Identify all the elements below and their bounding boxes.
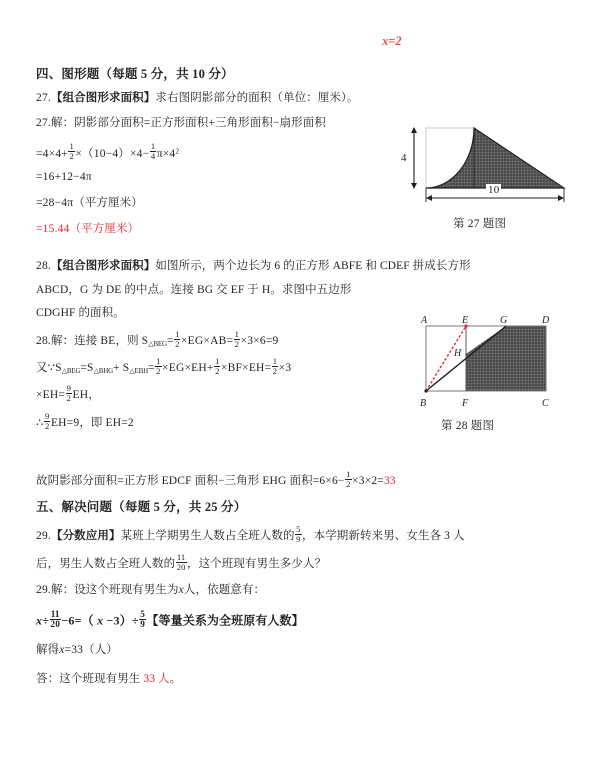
q27-solution-number: 27. [36,117,51,129]
q28-prompt-text-1: 如图所示，两个边长为 6 的正方形 ABFE 和 CDEF 拼成长方形 [155,260,471,272]
svg-text:G: G [500,315,508,326]
q29-prompt-text-1a: 某班上学期男生人数占全班人数的 [120,530,295,543]
q27-step-1: 阴影部分面积=正方形面积+三角形面积−扇形面积 [74,117,326,129]
q27-solution-label: 解： [50,117,75,129]
fraction-eleven-twentieths [50,610,61,630]
fraction-nine-halves: $\frac{9}{2}$ [45,410,50,431]
q28-step-1: 28.解：连接 BE，则 $S_{\triangle BEG}=$ $\frac{1}{2}$ ×EG×AB= $\frac{1}{2}$ ×3×6=9 [36,328,279,349]
q29-prompt-number: 29. [36,530,51,543]
q28-step-2: 又$\because S_{\triangle BEG}=S_{\triangle BHG}+ S_{\triangle EBH}=$ $\frac{1}{2}$ ×EG×EH+ $\frac{1}{2}$ ×BF×EH= $\frac{1}{2}$ ×3 [36,355,292,376]
fraction-one-half: $\frac{1}{2}$ [156,355,161,376]
q28-solution-label: 解： [50,335,75,348]
svg-text:H: H [454,348,462,359]
figure-27-caption: 第 27 题图 [453,218,507,230]
q27-answer: =15.44（平方厘米） [36,223,140,235]
fraction-nine-halves: $\frac{9}{2}$ [66,382,72,403]
section-4-heading: 四、图形题（每题 5 分，共 10 分） [36,67,234,81]
q28-prompt-line-1 [36,259,471,274]
fraction-numerator: 5 [296,523,301,534]
q28-prompt-number: 28. [36,260,51,272]
q28-final-line: 故阴影部分面积=正方形 EDCF 面积−三角形 EHG 面积=6×6− $\frac{1}{2}$ ×3×2=33 [36,468,396,489]
q28-solution-number: 28. [36,335,51,348]
figure-28 [378,314,578,429]
q29-solution-label: 解： [50,584,75,596]
q29-prompt-text-2a: 后，男生人数占全班人数的 [36,558,176,571]
fraction-one-half: $\frac{1}{2}$ [69,141,74,162]
q29-prompt-tag: 【分数应用】 [50,530,121,543]
fraction-numerator: 5 [140,608,145,619]
svg-text:E: E [462,315,469,326]
fraction-one-half: $\frac{1}{2}$ [346,468,351,489]
q28-prompt-line-3: CDGHF 的面积。 [36,307,125,319]
q28-step-4: ∴ $\frac{9}{2}$ EH=9，即 EH=2 [36,410,134,431]
q28-final-answer: 33 [383,475,396,488]
q27-solution-head [36,116,326,131]
q29-prompt-line-1 [36,523,465,545]
q27-step-3: =16+12−4π [36,171,92,183]
q27-prompt-number: 27. [36,92,51,104]
q29-prompt-line-2 [36,551,327,573]
figure-28-caption: 第 28 题图 [441,420,495,432]
figure-27 [401,122,584,227]
fraction-one-half: $\frac{1}{2}$ [234,328,240,349]
q29-setup: 29.解：设这个班现有男生为x人，依题意有： [36,584,266,596]
svg-text:D: D [542,315,550,326]
fraction-numerator: 11 [50,608,60,619]
q27-step-4: =28−4π（平方厘米） [36,197,143,209]
q29-equation-tag: 【等量关系为全班原有人数】 [146,613,304,628]
svg-text:C: C [542,398,549,409]
q29-equation: x÷ $\frac{11}{20}$ −6=（ x −3）÷ $\frac{5}{9}$ 【等量关系为全班原有人数】 [36,608,304,630]
q28-prompt-line-2: ABCD，G 为 DE 的中点。连接 BG 交 EF 于 H。求图中五边形 [36,284,352,296]
fraction-eleven-twentieths [176,553,187,572]
fraction-one-half: $\frac{1}{2}$ [272,355,278,376]
q28-step-3: ×EH= $\frac{9}{2}$ EH， [36,382,100,403]
fraction-one-half: $\frac{1}{2}$ [215,355,220,376]
fraction-denominator: 20 [176,561,186,572]
svg-text:F: F [462,398,469,409]
q29-solution-number: 29. [36,584,51,596]
q27-step-2: =4×4+ $\frac{1}{2}$ ×（10−4）×4− $\frac{1}{4}$ $\pi\times 4^2$ [36,141,180,162]
section-5-heading: 五、解决问题（每题 5 分，共 25 分） [36,500,247,514]
svg-text:B: B [420,398,427,409]
q29-prompt-text-1b: ，本学期新转来男、女生各 3 人 [302,530,465,543]
figure-27-width-label: 10 [488,184,500,196]
q29-prompt-text-2b: ，这个班现有男生多少人？ [187,558,327,571]
fraction-numerator: 11 [176,551,186,562]
svg-text:A: A [421,315,428,326]
q28-prompt-tag: 【组合图形求面积】 [50,260,156,272]
q29-result: 解得x=33（人） [36,644,118,656]
fraction-denominator: 9 [296,533,301,544]
q29-answer-suffix: 。 [169,673,182,685]
fraction-five-ninths [139,610,146,630]
q27-prompt-text: 求右图阴影部分的面积（单位：厘米）。 [155,92,359,104]
fraction-denominator: 20 [50,619,60,630]
fraction-one-quarter: $\frac{1}{4}$ [150,141,156,162]
fraction-denominator: 9 [140,619,145,630]
figure-27-height-label: 4 [401,152,407,164]
fraction-one-half: $\frac{1}{2}$ [175,328,180,349]
q29-answer-value: 33 人 [143,673,170,685]
q29-answer [36,672,181,687]
fraction-five-ninths [295,525,301,544]
q27-prompt-tag: 【组合图形求面积】 [50,92,156,104]
q29-answer-prefix: 答：这个班现有男生 [36,673,144,685]
q27-prompt [36,91,358,106]
top-annotation-text: x=2 [382,34,402,48]
top-red-annotation [382,34,402,49]
